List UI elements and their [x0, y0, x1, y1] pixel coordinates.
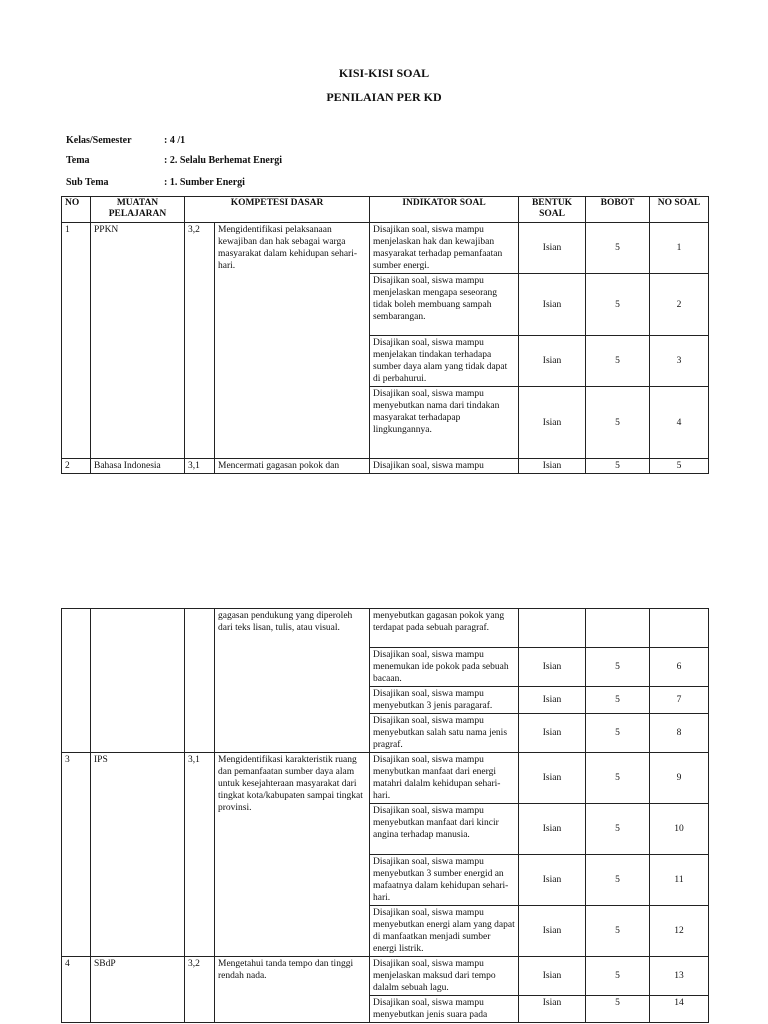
header-indikator: INDIKATOR SOAL [370, 197, 519, 223]
cell-bentuk: Isian [519, 855, 586, 906]
cell-bobot: 5 [586, 274, 650, 336]
cell-bobot: 5 [586, 906, 650, 957]
meta-kelas-label: Kelas/Semester [66, 135, 132, 146]
cell-bentuk: Isian [519, 274, 586, 336]
cell-indikator: Disajikan soal, siswa mampu menyebutkan manfaat dari kincir angina terhadap manusia. [370, 804, 519, 855]
grid-table-page1 [61, 196, 709, 474]
header-nosoal: NO SOAL [650, 197, 709, 223]
meta-tema-value: : 2. Selalu Berhemat Energi [164, 155, 283, 166]
cell-nosoal: 12 [650, 906, 709, 957]
cell-bobot [586, 609, 650, 648]
meta-kelas [66, 135, 185, 146]
cell-nosoal: 2 [650, 274, 709, 336]
cell-kd-number: 3,2 [185, 957, 215, 1023]
cell-indikator: menyebutkan gagasan pokok yang terdapat pada sebuah paragraf. [370, 609, 519, 648]
cell-bentuk: Isian [519, 753, 586, 804]
meta-subtema-label: Sub Tema [66, 177, 109, 188]
meta-subtema-value: : 1. Sumber Energi [164, 177, 245, 188]
cell-indikator: Disajikan soal, siswa mampu menybutkan manfaat dari energi matahri dalalm kehidupan sehari- hari. [370, 753, 519, 804]
meta-kelas-value: : 4 /1 [164, 135, 186, 146]
header-bentuk: BENTUK SOAL [519, 197, 586, 223]
cell-muatan: SBdP [91, 957, 185, 1023]
cell-indikator: Disajikan soal, siswa mampu menyebutkan 3 sumber energid an mafaatnya dalam kehidupan sehari-hari. [370, 855, 519, 906]
cell-no: 1 [62, 223, 91, 459]
header-no: NO [62, 197, 91, 223]
meta-tema [66, 155, 282, 166]
cell-kd-number [185, 609, 215, 753]
cell-nosoal: 4 [650, 387, 709, 459]
cell-indikator: Disajikan soal, siswa mampu menjelaskan mengapa seseorang tidak boleh membuang sampah sembarangan. [370, 274, 519, 336]
cell-indikator: Disajikan soal, siswa mampu menjelaskan maksud dari tempo dalalm sebuah lagu. [370, 957, 519, 996]
cell-no [62, 609, 91, 753]
cell-bobot: 5 [586, 714, 650, 753]
table-row [62, 609, 709, 648]
meta-subtema [66, 177, 245, 188]
cell-bobot: 5 [586, 996, 650, 1023]
cell-kd: Mengidentifikasi karakteristik ruang dan pemanfaatan sumber daya alam untuk kesejahteraan masyarakat dari tingkat kota/kabupaten sampai tingkat provinsi. [215, 753, 370, 957]
cell-nosoal: 14 [650, 996, 709, 1023]
cell-kd-number: 3,1 [185, 753, 215, 957]
cell-muatan: IPS [91, 753, 185, 957]
cell-indikator: Disajikan soal, siswa mampu menyebutkan energi alam yang dapat di manfaatkan menjadi sumber energi listrik. [370, 906, 519, 957]
cell-bentuk: Isian [519, 223, 586, 274]
cell-bobot: 5 [586, 387, 650, 459]
cell-nosoal: 13 [650, 957, 709, 996]
cell-nosoal: 5 [650, 459, 709, 474]
cell-bentuk: Isian [519, 906, 586, 957]
table-row [62, 753, 709, 804]
cell-bentuk: Isian [519, 336, 586, 387]
cell-bobot: 5 [586, 855, 650, 906]
cell-kd: gagasan pendukung yang diperoleh dari teks lisan, tulis, atau visual. [215, 609, 370, 753]
meta-tema-label: Tema [66, 155, 90, 166]
cell-bobot: 5 [586, 957, 650, 996]
cell-bentuk: Isian [519, 714, 586, 753]
cell-nosoal: 10 [650, 804, 709, 855]
cell-nosoal: 9 [650, 753, 709, 804]
cell-bobot: 5 [586, 459, 650, 474]
cell-nosoal: 3 [650, 336, 709, 387]
table-row [62, 459, 709, 474]
cell-nosoal: 11 [650, 855, 709, 906]
header-row [62, 197, 709, 223]
cell-nosoal: 7 [650, 687, 709, 714]
cell-bobot: 5 [586, 336, 650, 387]
cell-nosoal [650, 609, 709, 648]
cell-kd-number: 3,2 [185, 223, 215, 459]
grid-table-page2 [61, 608, 709, 1023]
cell-kd-number: 3,1 [185, 459, 215, 474]
cell-indikator: Disajikan soal, siswa mampu menyebutkan 3 jenis paragaraf. [370, 687, 519, 714]
cell-nosoal: 8 [650, 714, 709, 753]
cell-indikator: Disajikan soal, siswa mampu [370, 459, 519, 474]
header-muatan: MUATAN PELAJARAN [91, 197, 185, 223]
cell-no: 2 [62, 459, 91, 474]
cell-bobot: 5 [586, 804, 650, 855]
header-bobot: BOBOT [586, 197, 650, 223]
cell-indikator: Disajikan soal, siswa mampu menyebutkan salah satu nama jenis pragraf. [370, 714, 519, 753]
cell-indikator: Disajikan soal, siswa mampu menjelakan tindakan terhadapa sumber daya alam yang tidak dapat di perbahurui. [370, 336, 519, 387]
cell-bentuk: Isian [519, 957, 586, 996]
cell-bobot: 5 [586, 648, 650, 687]
cell-indikator: Disajikan soal, siswa mampu menemukan ide pokok pada sebuah bacaan. [370, 648, 519, 687]
cell-kd: Mengidentifikasi pelaksanaan kewajiban dan hak sebagai warga masyarakat dalam kehidupan sehari-hari. [215, 223, 370, 459]
cell-muatan: Bahasa Indonesia [91, 459, 185, 474]
document-subtitle: PENILAIAN PER KD [326, 90, 442, 104]
cell-bobot: 5 [586, 223, 650, 274]
cell-bentuk: Isian [519, 996, 586, 1023]
document-title: KISI-KISI SOAL [338, 66, 430, 80]
cell-kd: Mencermati gagasan pokok dan [215, 459, 370, 474]
cell-nosoal: 6 [650, 648, 709, 687]
cell-kd: Mengetahui tanda tempo dan tinggi rendah nada. [215, 957, 370, 1023]
cell-no: 4 [62, 957, 91, 1023]
table-row [62, 957, 709, 996]
cell-bentuk: Isian [519, 387, 586, 459]
cell-bobot: 5 [586, 687, 650, 714]
cell-bentuk: Isian [519, 687, 586, 714]
cell-bentuk: Isian [519, 459, 586, 474]
cell-bobot: 5 [586, 753, 650, 804]
cell-muatan: PPKN [91, 223, 185, 459]
cell-no: 3 [62, 753, 91, 957]
cell-indikator: Disajikan soal, siswa mampu menyebutkan nama dari tindakan masyarakat terhadapap lingkungannya. [370, 387, 519, 459]
cell-indikator: Disajikan soal, siswa mampu menyebutkan jenis suara pada [370, 996, 519, 1023]
cell-nosoal: 1 [650, 223, 709, 274]
cell-bentuk: Isian [519, 648, 586, 687]
table-row [62, 223, 709, 274]
header-kd: KOMPETESI DASAR [185, 197, 370, 223]
cell-indikator: Disajikan soal, siswa mampu menjelaskan hak dan kewajiban masyarakat terhadap pemanfaatan sumber energi. [370, 223, 519, 274]
cell-bentuk: Isian [519, 804, 586, 855]
cell-muatan [91, 609, 185, 753]
cell-bentuk [519, 609, 586, 648]
